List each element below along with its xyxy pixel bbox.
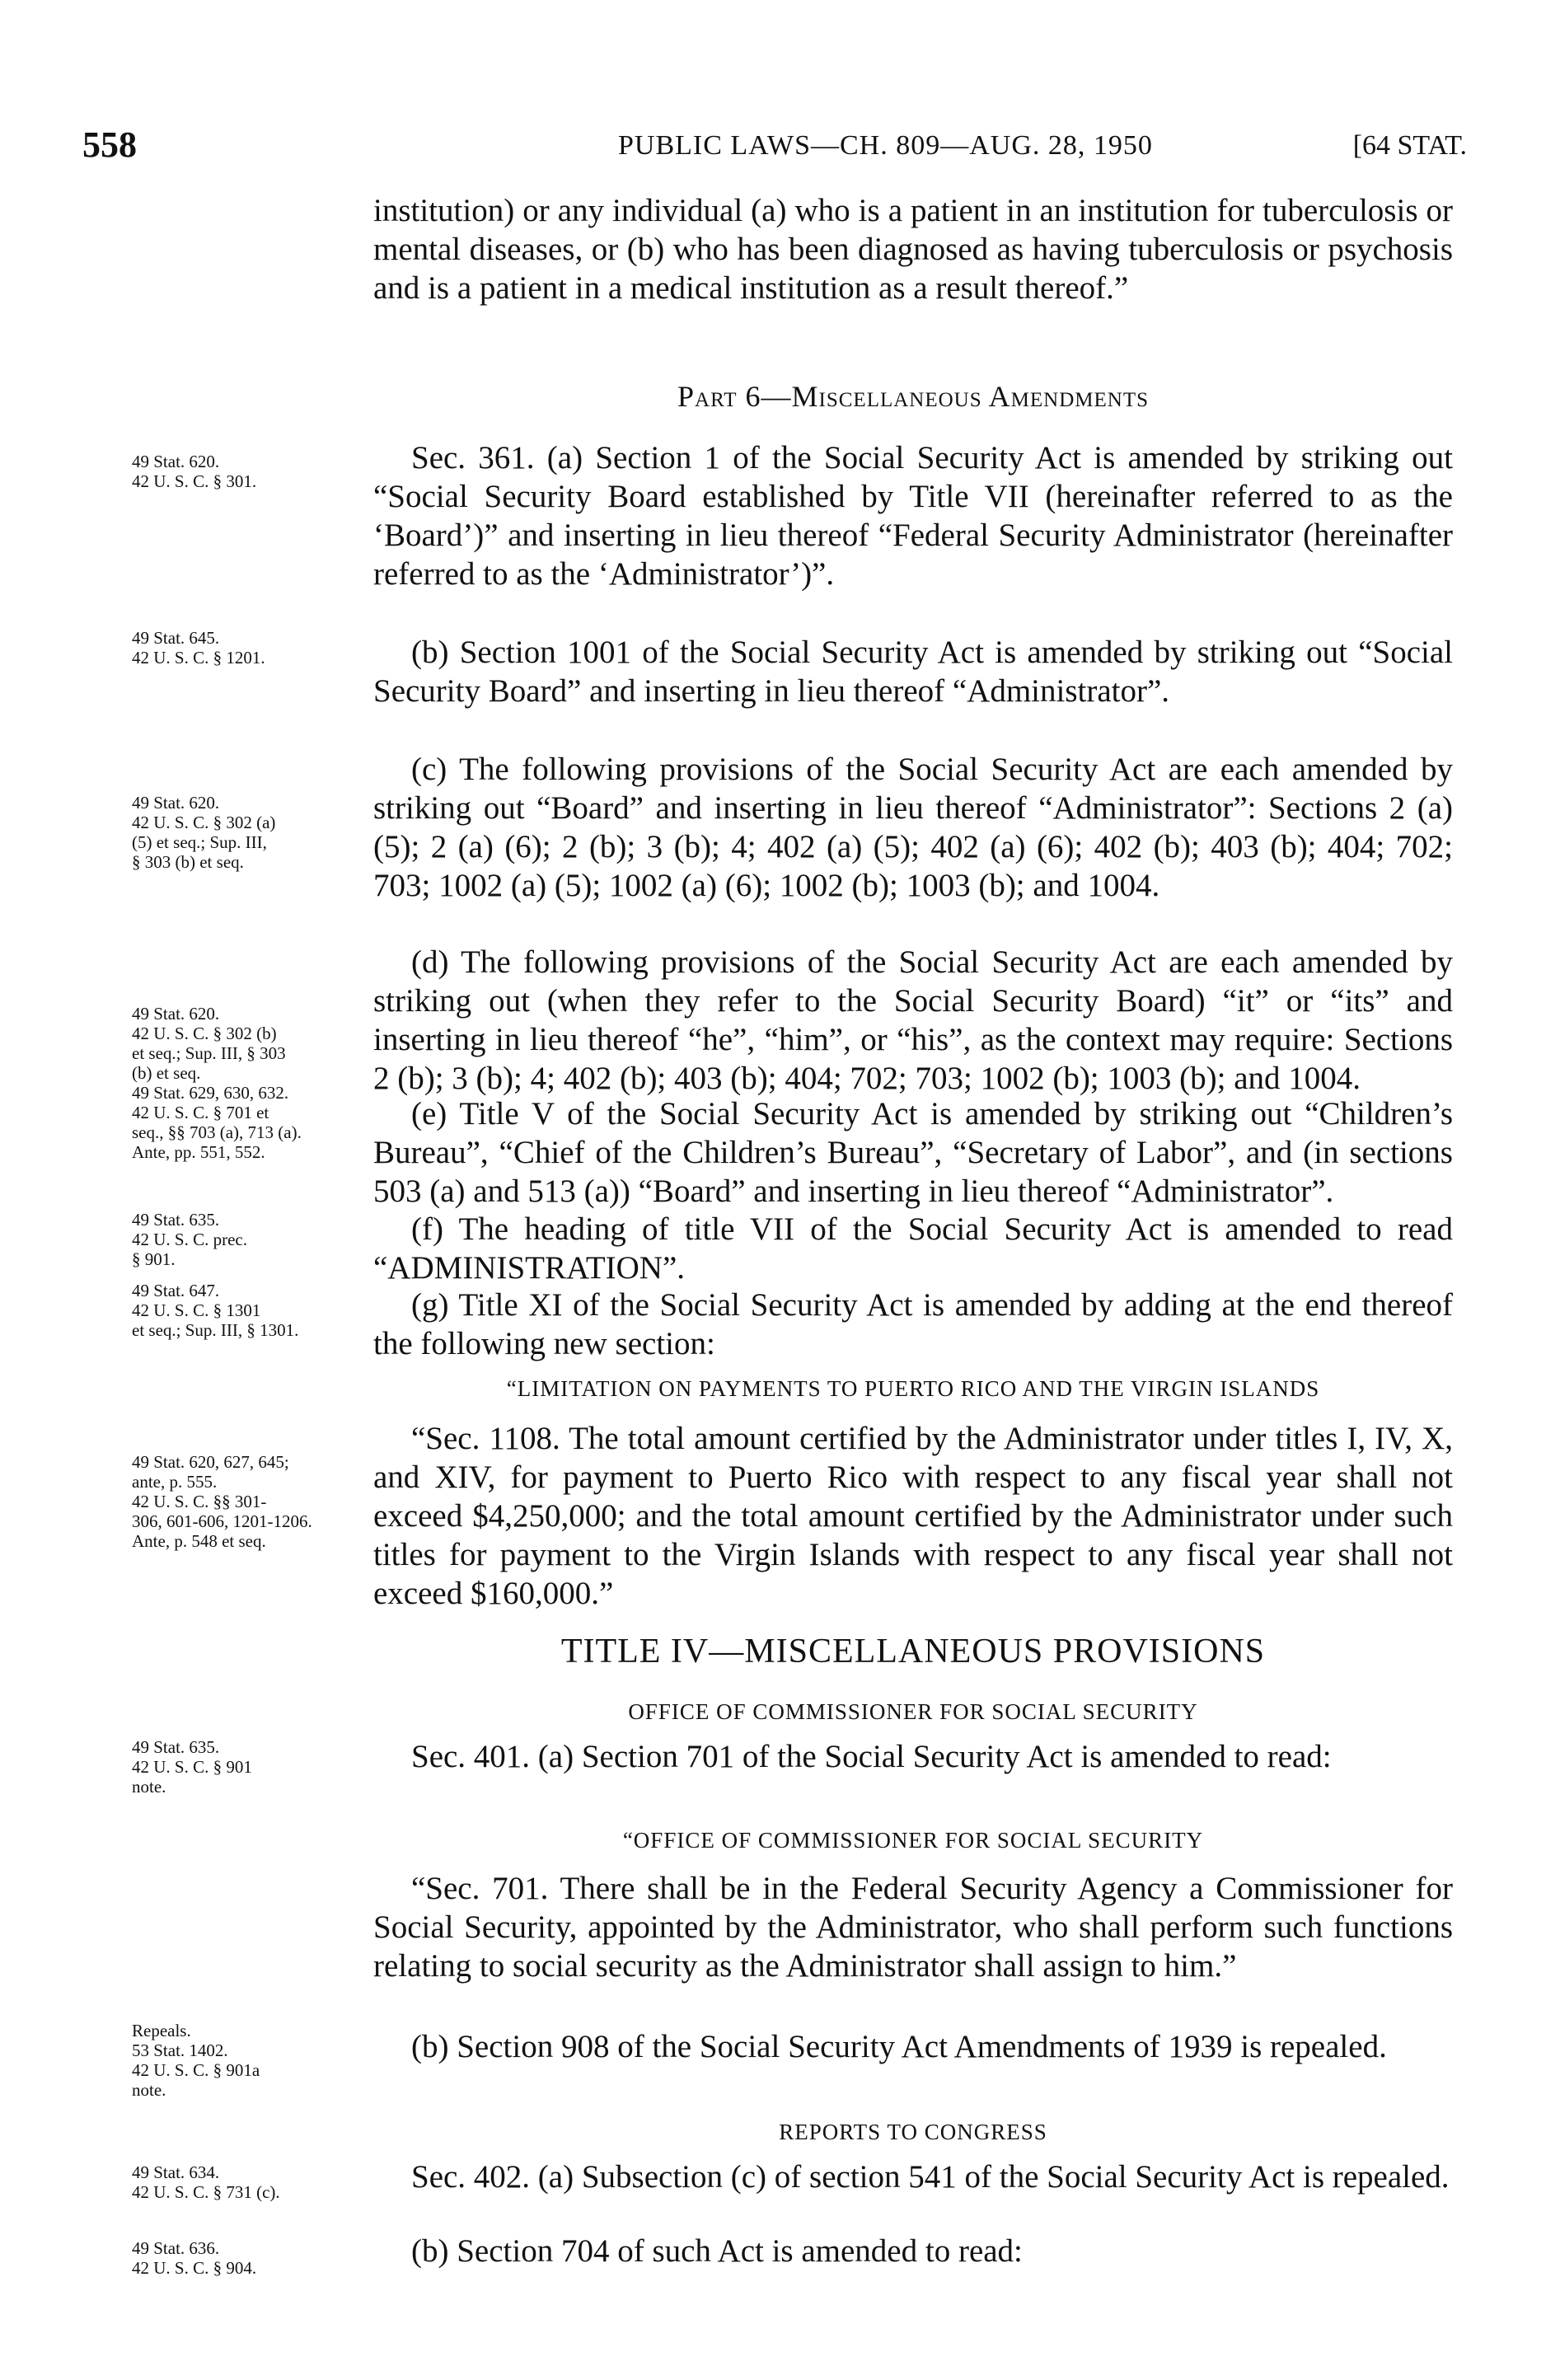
- margin-note-line: 49 Stat. 620.: [132, 452, 220, 471]
- margin-note: [132, 2162, 367, 2202]
- page-number: 558: [82, 124, 137, 165]
- volume-reference: [64 STAT.: [1352, 130, 1467, 161]
- sec-361-e-text: (e) Title V of the Social Security Act is amended by striking out “Children’s Bureau”, “Chief of the Children’s Bureau”, “Secretary of Labor”, and (in sections 503 (a) and 513 (a)) “Board” and inserting in lieu thereof “Administrator”.: [373, 1096, 1453, 1209]
- sec-401-a-text: Sec. 401. (a) Section 701 of the Social Security Act is amended to read:: [411, 1739, 1332, 1774]
- part-heading: Part 6—Miscellaneous Amendments: [677, 380, 1149, 413]
- margin-note: [132, 1004, 367, 1162]
- sec-361-e: [373, 1094, 1453, 1211]
- margin-note-line: 42 U. S. C. § 1201.: [132, 648, 265, 668]
- sec-402-a: [373, 2157, 1453, 2196]
- title-iv-heading: TITLE IV—MISCELLANEOUS PROVISIONS: [560, 1633, 1266, 1670]
- sec-1108-text: “Sec. 1108. The total amount certified by the Administrator under titles I, IV, X, and XIV, for payment to Puerto Rico with respect to any fiscal year shall not exceed $4,250,000; and the total amount certified by the Administrator under such titles for payment to the Virgin Islands with respect to any fiscal year shall not exceed $160,000.”: [373, 1421, 1453, 1611]
- sec-701-text: “Sec. 701. There shall be in the Federal Security Agency a Commissioner for Social Security, appointed by the Administrator, who shall perform such functions relating to social security as the Administrator shall assign to him.”: [373, 1871, 1453, 1984]
- margin-note: [132, 2021, 367, 2100]
- margin-note: [132, 2238, 367, 2278]
- limitation-heading: “LIMITATION ON PAYMENTS TO PUERTO RICO AND THE VIRGIN ISLANDS: [506, 1376, 1320, 1401]
- margin-note-line: Ante, pp. 551, 552.: [132, 1142, 265, 1162]
- margin-note-line: 42 U. S. C. § 901: [132, 1757, 252, 1777]
- margin-note-line: § 901.: [132, 1249, 176, 1269]
- reports-heading: REPORTS TO CONGRESS: [779, 2120, 1047, 2144]
- margin-note-line: 49 Stat. 634.: [132, 2162, 220, 2182]
- sec-361-d: [373, 943, 1453, 1098]
- sec-361-c: [373, 750, 1453, 905]
- sec-701: [373, 1869, 1453, 1985]
- margin-note: [132, 793, 367, 872]
- sec-361-a-text: Sec. 361. (a) Section 1 of the Social Security Act is amended by striking out “Social Security Board established by Title VII (hereinafter referred to as the ‘Board’)” and inserting in lieu thereof “Federal Security Administrator (hereinafter referred to as the ‘Administrator’)”.: [373, 440, 1453, 592]
- margin-note-line: et seq.; Sup. III, § 303: [132, 1043, 286, 1063]
- margin-note-line: 49 Stat. 645.: [132, 628, 220, 648]
- sec-401-b: [373, 2027, 1453, 2066]
- sec-361-f: [373, 1210, 1453, 1287]
- sec-361-b-text: (b) Section 1001 of the Social Security Act is amended by striking out “Social Security Board” and inserting in lieu thereof “Administrator”.: [373, 635, 1453, 709]
- running-title: PUBLIC LAWS—CH. 809—AUG. 28, 1950: [618, 130, 1153, 161]
- sec-402-b: [373, 2232, 1453, 2270]
- margin-note-line: note.: [132, 2080, 166, 2100]
- margin-note: [132, 1210, 367, 1269]
- margin-note-line: 42 U. S. C. § 1301: [132, 1300, 261, 1320]
- margin-note-line: (b) et seq.: [132, 1063, 201, 1083]
- margin-note-line: 42 U. S. C. § 731 (c).: [132, 2182, 280, 2202]
- margin-note-line: 49 Stat. 620, 627, 645;: [132, 1452, 289, 1472]
- margin-note-line: 42 U. S. C. § 302 (b): [132, 1024, 277, 1043]
- sec-361-g-text: (g) Title XI of the Social Security Act is amended by adding at the end thereof the following new section:: [373, 1287, 1453, 1361]
- margin-note-line: 49 Stat. 635.: [132, 1737, 220, 1757]
- margin-note-line: et seq.; Sup. III, § 1301.: [132, 1320, 299, 1340]
- sec-361-d-text: (d) The following provisions of the Social Security Act are each amended by striking out (when they refer to the Social Security Board) “it” or “its” and inserting in lieu thereof “he”, “him”, or “his”, as the context may require: Sections 2 (b); 3 (b); 4; 402 (b); 403 (b); 404; 702; 703; 1002 (b); 1003 (b); and 1004.: [373, 944, 1453, 1096]
- margin-note-line: 42 U. S. C. § 302 (a): [132, 813, 276, 832]
- margin-note-line: 42 U. S. C. § 904.: [132, 2258, 257, 2278]
- margin-note-line: seq., §§ 703 (a), 713 (a).: [132, 1122, 302, 1142]
- margin-note-line: 42 U. S. C. prec.: [132, 1230, 247, 1249]
- margin-note-line: (5) et seq.; Sup. III,: [132, 832, 267, 852]
- margin-note-line: 42 U. S. C. § 701 et: [132, 1103, 269, 1122]
- continuation-text: institution) or any individual (a) who is a patient in an institution for tuberculosis or mental diseases, or (b) who has been diagnosed as having tuberculosis or psychosis and is a patient in a medical institution as a result thereof.”: [373, 193, 1453, 306]
- margin-note-line: 42 U. S. C. § 301.: [132, 471, 257, 491]
- sec-361-c-text: (c) The following provisions of the Social Security Act are each amended by striking out “Board” and inserting in lieu thereof “Administrator”: Sections 2 (a) (5); 2 (a) (6); 2 (b); 3 (b); 4; 402 (a) (5); 402 (a) (6); 402 (b); 403 (b); 404; 702; 703; 1002 (a) (5); 1002 (a) (6); 1002 (b); 1003 (b); and 1004.: [373, 752, 1453, 903]
- office-heading-quoted: “OFFICE OF COMMISSIONER FOR SOCIAL SECURITY: [622, 1828, 1204, 1853]
- sec-361-g: [373, 1286, 1453, 1363]
- sec-361-f-text: (f) The heading of title VII of the Social Security Act is amended to read “ADMINISTRATION”.: [373, 1211, 1453, 1286]
- running-header: [82, 124, 1467, 173]
- margin-note: [132, 1737, 367, 1797]
- margin-note-line: § 303 (b) et seq.: [132, 852, 244, 872]
- margin-note-line: Ante, p. 548 et seq.: [132, 1531, 266, 1551]
- margin-note-line: Repeals.: [132, 2021, 191, 2040]
- margin-note: [132, 1281, 367, 1340]
- margin-note-line: 49 Stat. 635.: [132, 1210, 220, 1230]
- margin-note: [132, 628, 367, 668]
- margin-note-line: note.: [132, 1777, 166, 1797]
- margin-note: [132, 452, 367, 491]
- sec-361-b: [373, 633, 1453, 710]
- sec-402-b-text: (b) Section 704 of such Act is amended to read:: [411, 2233, 1023, 2269]
- margin-note-line: 49 Stat. 629, 630, 632.: [132, 1083, 289, 1103]
- margin-note-line: 53 Stat. 1402.: [132, 2040, 228, 2060]
- margin-note-line: 49 Stat. 647.: [132, 1281, 220, 1300]
- margin-note-line: 306, 601-606, 1201-1206.: [132, 1511, 312, 1531]
- margin-note-line: 42 U. S. C. § 901a: [132, 2060, 260, 2080]
- margin-note-line: 42 U. S. C. §§ 301-: [132, 1492, 267, 1511]
- office-heading: OFFICE OF COMMISSIONER FOR SOCIAL SECURITY: [628, 1699, 1198, 1724]
- margin-note: [132, 1452, 367, 1551]
- margin-note-line: 49 Stat. 636.: [132, 2238, 220, 2258]
- margin-note-line: ante, p. 555.: [132, 1472, 218, 1492]
- intro-paragraph: [373, 191, 1453, 307]
- margin-note-line: 49 Stat. 620.: [132, 1004, 220, 1024]
- sec-361-a: [373, 438, 1453, 593]
- sec-402-a-text: Sec. 402. (a) Subsection (c) of section 541 of the Social Security Act is repealed.: [411, 2159, 1450, 2195]
- sec-401-a: [373, 1737, 1453, 1776]
- sec-1108: [373, 1419, 1453, 1613]
- margin-note-line: 49 Stat. 620.: [132, 793, 220, 813]
- sec-401-b-text: (b) Section 908 of the Social Security Act Amendments of 1939 is repealed.: [411, 2029, 1387, 2064]
